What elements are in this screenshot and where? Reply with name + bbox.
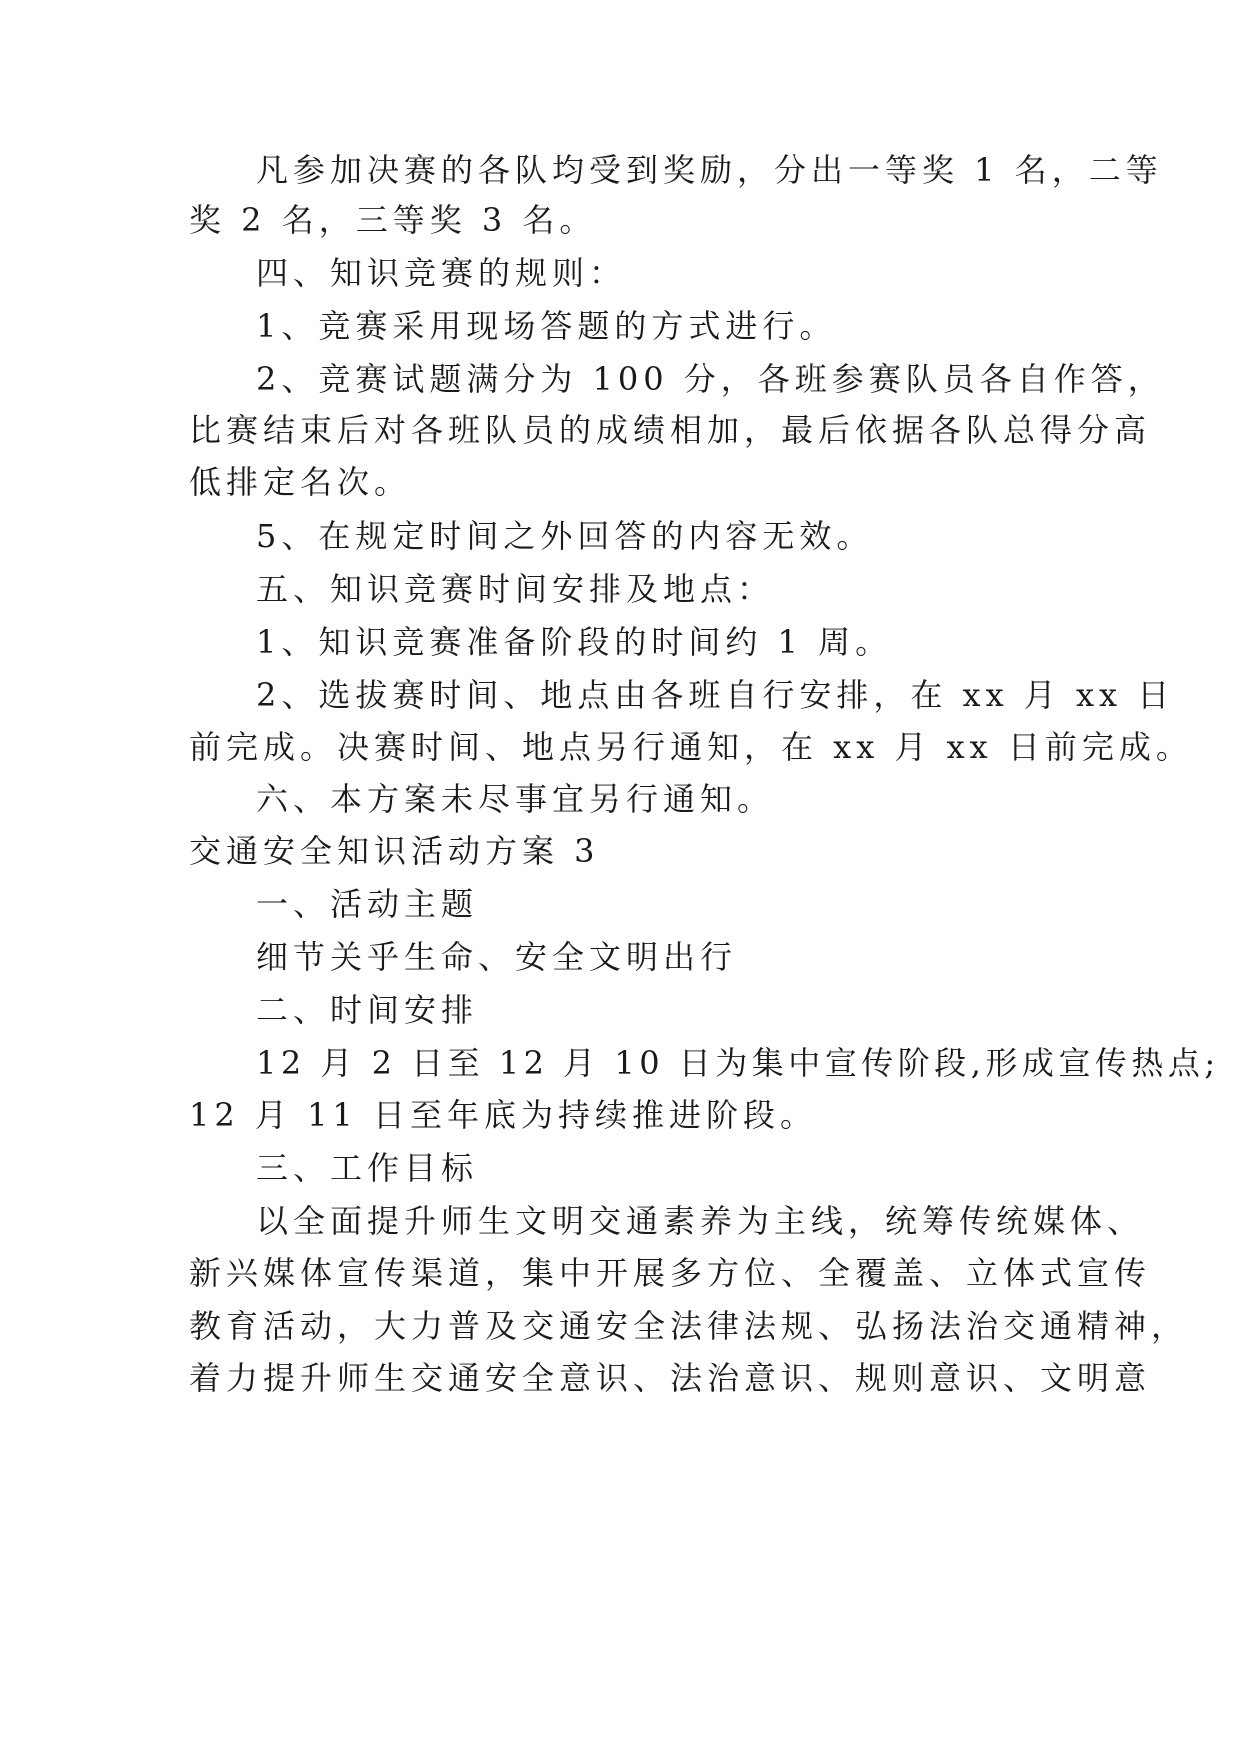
section-heading: 三、工作目标 xyxy=(256,1149,479,1187)
paragraph-line: 新兴媒体宣传渠道，集中开展多方位、全覆盖、立体式宣传 xyxy=(189,1254,1152,1292)
paragraph-line: 比赛结束后对各班队员的成绩相加，最后依据各队总得分高 xyxy=(189,411,1152,449)
list-item: 1、竞赛采用现场答题的方式进行。 xyxy=(256,307,837,345)
list-item: 2、竞赛试题满分为 100 分，各班参赛队员各自作答， xyxy=(256,360,1165,398)
document-title: 交通安全知识活动方案 3 xyxy=(189,832,600,870)
section-heading: 二、时间安排 xyxy=(256,991,479,1029)
section-heading: 四、知识竞赛的规则： xyxy=(256,254,627,292)
list-item: 2、选拔赛时间、地点由各班自行安排，在 xx 月 xx 日 xyxy=(256,676,1175,714)
paragraph-line: 凡参加决赛的各队均受到奖励，分出一等奖 1 名，二等 xyxy=(256,151,1163,189)
paragraph-line: 细节关乎生命、安全文明出行 xyxy=(256,938,738,976)
paragraph-line: 前完成。决赛时间、地点另行通知，在 xx 月 xx 日前完成。 xyxy=(189,728,1193,766)
paragraph-line: 低排定名次。 xyxy=(189,463,412,501)
section-heading: 六、本方案未尽事宜另行通知。 xyxy=(256,780,775,818)
paragraph-line: 教育活动，大力普及交通安全法律法规、弘扬法治交通精神， xyxy=(189,1307,1189,1345)
paragraph-line: 12 月 11 日至年底为持续推进阶段。 xyxy=(189,1096,817,1134)
section-heading: 一、活动主题 xyxy=(256,885,479,923)
paragraph-line: 奖 2 名，三等奖 3 名。 xyxy=(189,201,597,239)
section-heading: 五、知识竞赛时间安排及地点： xyxy=(256,570,775,608)
list-item: 1、知识竞赛准备阶段的时间约 1 周。 xyxy=(256,623,893,661)
paragraph-line: 12 月 2 日至 12 月 10 日为集中宣传阶段,形成宣传热点; xyxy=(256,1044,1220,1082)
paragraph-line: 着力提升师生交通安全意识、法治意识、规则意识、文明意 xyxy=(189,1359,1152,1397)
list-item: 5、在规定时间之外回答的内容无效。 xyxy=(256,517,874,555)
paragraph-line: 以全面提升师生文明交通素养为主线，统筹传统媒体、 xyxy=(256,1202,1145,1240)
